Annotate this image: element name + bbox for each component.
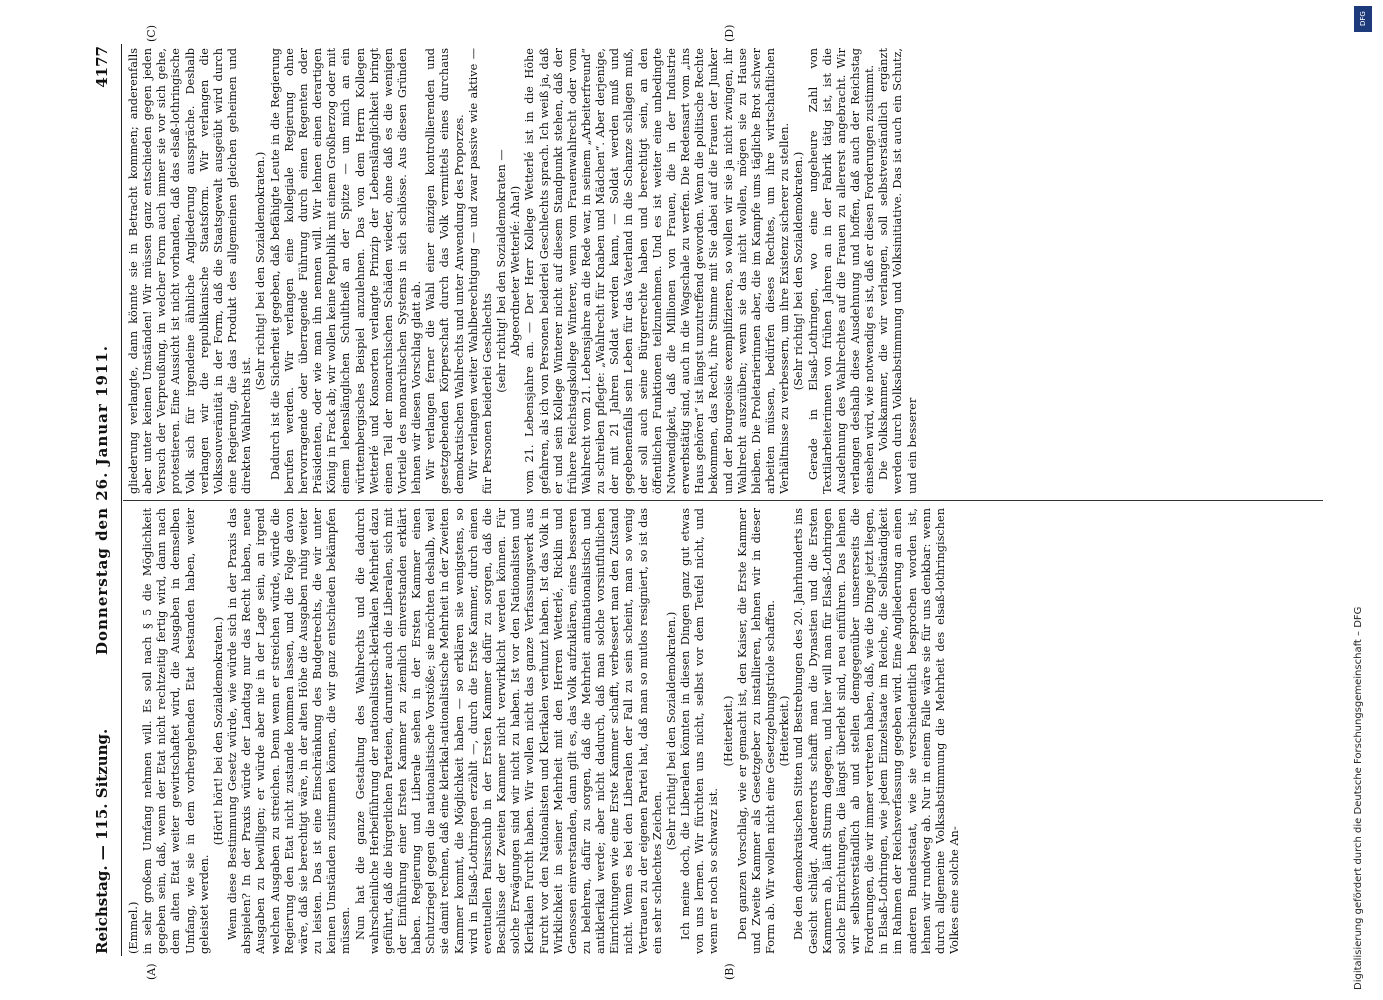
interjection: (sehr richtig! bei den Sozialdemokraten — xyxy=(495,149,509,393)
paragraph: Nun hat die ganze Gestaltung des Wahlrechts und die dadurch wahrscheinliche Herbeiführung der nationalistisch-klerikalen Mehrheit dazu geführt, daß die bürgerlichen Parteien, darunter auch die Liberalen, sich mit der Einführung einer Ersten Kammer zu ziemlich einverstanden erklärt haben. Regierung und Liberale sehen in der Ersten Kammer einen Schutzriegel gegen die nationalistische Vorstöße; sie möchten deshalb, weil sie damit rechnen, daß eine klerikal-nationalistische Mehrheit in der Zweiten Kammer kommt, die Möglichkeit haben — so erklären sie wenigstens, so wird in Elsaß-Lothringen erzählt —, durch die Erste Kammer, durch einen eventuellen Pairsschub in der Ersten Kammer dafür zu sorgen, daß die Beschlüsse der Zweiten Kammer nicht verwirklicht werden können. Für solche Erwägungen sind wir nicht zu haben. Ist vor den Nationalisten und Klerikalen Furcht haben. Wir wollen nicht das ganze Verfassungswerk aus Furcht vor den Nationalisten und Klerikalen verhunzt haben. Ist das Volk in Wirklichkeit in seiner Mehrheit mit den Herren Wetterlé, Ricklin und Genossen einverstanden, dann gilt es, das Volk aufzuklären, eines besseren zu belehren, dafür zu sorgen, daß die Mehrheit antinationalistisch und antiklerikal werde; aber nicht dadurch, daß man solche vorsintflutlichen Einrichtungen wie eine Erste Kammer schafft, verbessert man den Zustand nicht. Wenn es bei den Liberalen der Fall zu sein scheint, man so wenig Vertrauen zu der eigenen Partei hat, daß man so mutlos resigniert, so ist das ein sehr schlechtes Zeichen. xyxy=(353,508,664,954)
rotated-page xyxy=(83,24,1329,980)
dfg-logo: DFG xyxy=(1354,6,1372,32)
paragraph: Wir verlangen ferner die Wahl einer einzigen kontrollierenden und gesetzgebenden Körperschaft durch das Volk vermittels eines durchaus demokratischen Wahlrechts und unter Anwendung des Proporzes. xyxy=(424,48,466,494)
left-column xyxy=(127,508,1323,954)
paragraph: Gerade in Elsaß-Lothringen, wo eine ungeheure Zahl von Textilarbeiterinnen von frühen Jahren an in der Fabrik tätig ist, ist die Ausdehnung des Wahlrechtes auf die Frauen zu allererst angebracht. Wir verlangen deshalb diese Ausdehnung und hoffen, daß auch der Reichstag einsehen wird, wie notwendig es ist, daß er diesen Forderungen zustimmt. xyxy=(806,48,877,494)
dfg-credit: Digitalisierung gefördert durch die Deutsche Forschungsgemeinschaft – DFG xyxy=(1353,606,1364,990)
margin-mark-b: (B) xyxy=(723,963,736,980)
paragraph: Wenn diese Bestimmung Gesetz würde, wie würde sich in der Praxis das abspielen? In der Praxis würde der Landtag nur das Recht haben, neue Ausgaben zu bewilligen; er würde aber nie in der Lage sein, an irgend welchen Ausgaben zu streichen. Denn wenn er streichen würde, würde die Regierung den Etat nicht zustande kommen lassen, und die Folge davon wäre, daß sie berechtigt wäre, in der alten Höhe die Ausgaben ruhig weiter zu leisten. Das ist eine Einschränkung des Budgetrechts, die wir unter keinen Umständen zustimmen können, die wir ganz entschieden bekämpfen müssen. xyxy=(226,508,353,954)
right-column xyxy=(127,48,1323,494)
paragraph: vom 21. Lebensjahre an. — Der Herr Kollege Wetterlé ist in die Höhe gefahren, als ich von Personen beiderlei Geschlechts sprach. Ich weiß ja, daß er und sein Kollege Winterer nicht auf diesem Standpunkt stehen, daß der frühere Reichstagskollege Winterer, wenn vom Frauenwahlrecht oder vom Wahlrecht vom 21. Lebensjahre an die Rede war, in seinem „Arbeiterfreund“ zu schreiben pflegte: „Wahlrecht für Knaben und Mädchen“. Aber derjenige, der mit 21 Jahren Soldat werden kann, — Soldat werden muß und gegebenenfalls sein Leben für das Vaterland in die Schanze schlagen muß, der soll auch seine Bürgerrechte haben und berechtigt sein, an den öffentlichen Funktionen teilzunehmen. Und es ist weiter eine unbedingte Notwendigkeit, daß die Millionen von Frauen, die in der Industrie erwerbstätig sind, auch in die Wagschale zu werfen. Die Redensart vom „ins Haus gehören“ ist längst unzutreffend geworden. Wenn die politische Rechte bekommen, das Recht, ihre Stimme mit Sie dabei auf die Frauen der Junker und der Bourgeoisie exemplifizieren, so wollen wir sie ja nicht zwingen, ihr Wahlrecht auszuüben; wenn sie das nicht wollen, mögen sie zu Hause bleiben. Die Proletarierinnen aber, die im Kampfe ums tägliche Brot schwer arbeiten müssen, bedürfen dieses Rechtes, um ihre wirtschaftlichen Verhältnisse zu verbessern, um ihre Existenz sicherer zu stellen. xyxy=(523,48,792,494)
column-divider xyxy=(123,500,1323,501)
paragraph: Ich meine doch, die Liberalen könnten in diesen Dingen ganz gut etwas von uns lernen. Wir fürchten uns nicht, selbst vor dem Teufel nicht, und wenn er noch so schwarz ist. xyxy=(679,508,721,954)
page-number: 4177 xyxy=(93,46,111,88)
paragraph: Den ganzen Vorschlag, wie er gemacht ist, den Kaiser, die Erste Kammer und Zweite Kammer als Gesetzgeber zu installieren, lehnen wir in dieser Form ab. Wir wollen nicht eine Gesetzgebungstriole schaffen. xyxy=(735,508,778,954)
paragraph: Die Volkskammer, die wir verlangen, soll selbstverständlich ergänzt werden durch Volksabstimmung und Volksinitiative. Das ist auch ein Schutz, und ein besserer xyxy=(877,48,919,494)
interjection: (Heiterkeit.) xyxy=(721,695,735,767)
interjection: (Sehr richtig! bei den Sozialdemokraten.) xyxy=(664,611,678,851)
interjection: (Sehr richtig! bei den Sozialdemokraten.) xyxy=(254,151,268,391)
header-session: Reichstag. — 115. Sitzung. xyxy=(93,728,111,954)
interjection: (Heiterkeit.) xyxy=(778,695,792,767)
paragraph: Wir verlangen weiter Wahlberechtigung — und zwar passive wie aktive — für Personen beiderlei Geschlechts xyxy=(466,48,494,494)
paragraph: (Emmel.) xyxy=(127,901,140,954)
header-date: Donnerstag den 26. Januar 1911. xyxy=(93,345,111,655)
margin-mark-a: (A) xyxy=(145,963,158,980)
paragraph: in sehr großem Umfang nehmen will. Es soll nach § 5 die Möglichkeit gegeben sein, daß, wenn der Etat nicht rechtzeitig fertig wird, dann nach dem alten Etat weiter gewirtschaftet wird, die Ausgaben in demselben Umfang, wie sie in dem vorhergehenden Etat bestanden haben, weiter geleistet werden. xyxy=(141,508,211,954)
interjection: (Sehr richtig! bei den Sozialdemokraten.) xyxy=(792,151,806,391)
header-rule xyxy=(121,44,122,956)
margin-mark-c: (C) xyxy=(145,25,158,42)
paragraph: gliederung verlangte, dann könnte sie in Betracht kommen; anderenfalls aber unter keinen Umständen! Wir müssen ganz entschieden gegen jeden Versuch der Verpreußung, in welcher Form auch immer sie vor sich gehe, protestieren. Eine Aussicht ist nicht vorhanden, daß das elsaß-lothringische Volk sich für irgendeine ähnliche Angliederung ausspräche. Deshalb verlangen wir die republikanische Staatsform. Wir verlangen die Volkssouveränität in der Form, daß die Staatsgewalt ausgeübt wird durch eine Regierung, die das Produkt des allgemeinen gleichen geheimen und direkten Wahlrechts ist. xyxy=(127,48,254,494)
paragraph: Die den demokratischen Sitten und Bestrebungen des 20. Jahrhunderts ins Gesicht schlägt. Andererorts schafft man die Dynastien und die Ersten Kammern ab, läuft Sturm dagegen, und hier will man für Elsaß-Lothringen solche Einrichtungen, die längst überlebt sind, neu einführen. Das lehnen wir selbstverständlich ab und stellen demgegenüber unsererseits die Forderungen, die wir immer vertreten haben, daß, wie die Dinge jetzt liegen, in Elsaß-Lothringen, wie jedem Einzelstaate im Reiche, die Selbständigkeit im Rahmen der Reichsverfassung gegeben wird. Eine Angliederung an einen anderen Bundesstaat, wie sie verschiedentlich besprochen worden ist, lehnen wir rundweg ab. Nur in einem Falle wäre sie für uns denkbar: wenn durch allgemeine Volksabstimmung die Mehrheit des elsaß-lothringischen Volkes eine solche An- xyxy=(792,508,962,954)
margin-mark-d: (D) xyxy=(723,24,736,42)
digitization-stamp xyxy=(1353,6,1373,994)
page-header xyxy=(83,44,119,956)
interjection: Abgeordneter Wetterlé: Aha!) xyxy=(509,185,523,357)
interjection: (Hört! hört! bei den Sozialdemokraten.) xyxy=(211,616,225,846)
paragraph: Dadurch ist die Sicherheit gegeben, daß befähigte Leute in die Regierung berufen werden. Wir verlangen eine kollegiale Regierung ohne hervorragende oder überragende Führung durch einen Regenten oder Präsidenten, oder wie man ihn nennen will. Wir lehnen einen derartigen König in Frack ab; wir wollen keine Republik mit einem Großherzog oder mit einem lebenslänglichen Schultheiß an der Spitze — um mich an ein württembergisches Beispiel anzulehnen. Das von dem Herrn Kollegen Wetterlé und Konsorten verlangte Prinzip der Lebenslänglichkeit bringt einen Teil der monarchischen Schäden wieder, ohne daß es die wenigen Vorteile des monarchischen Systems in sich schlösse. Aus diesen Gründen lehnen wir diesen Vorschlag glatt ab. xyxy=(268,48,424,494)
